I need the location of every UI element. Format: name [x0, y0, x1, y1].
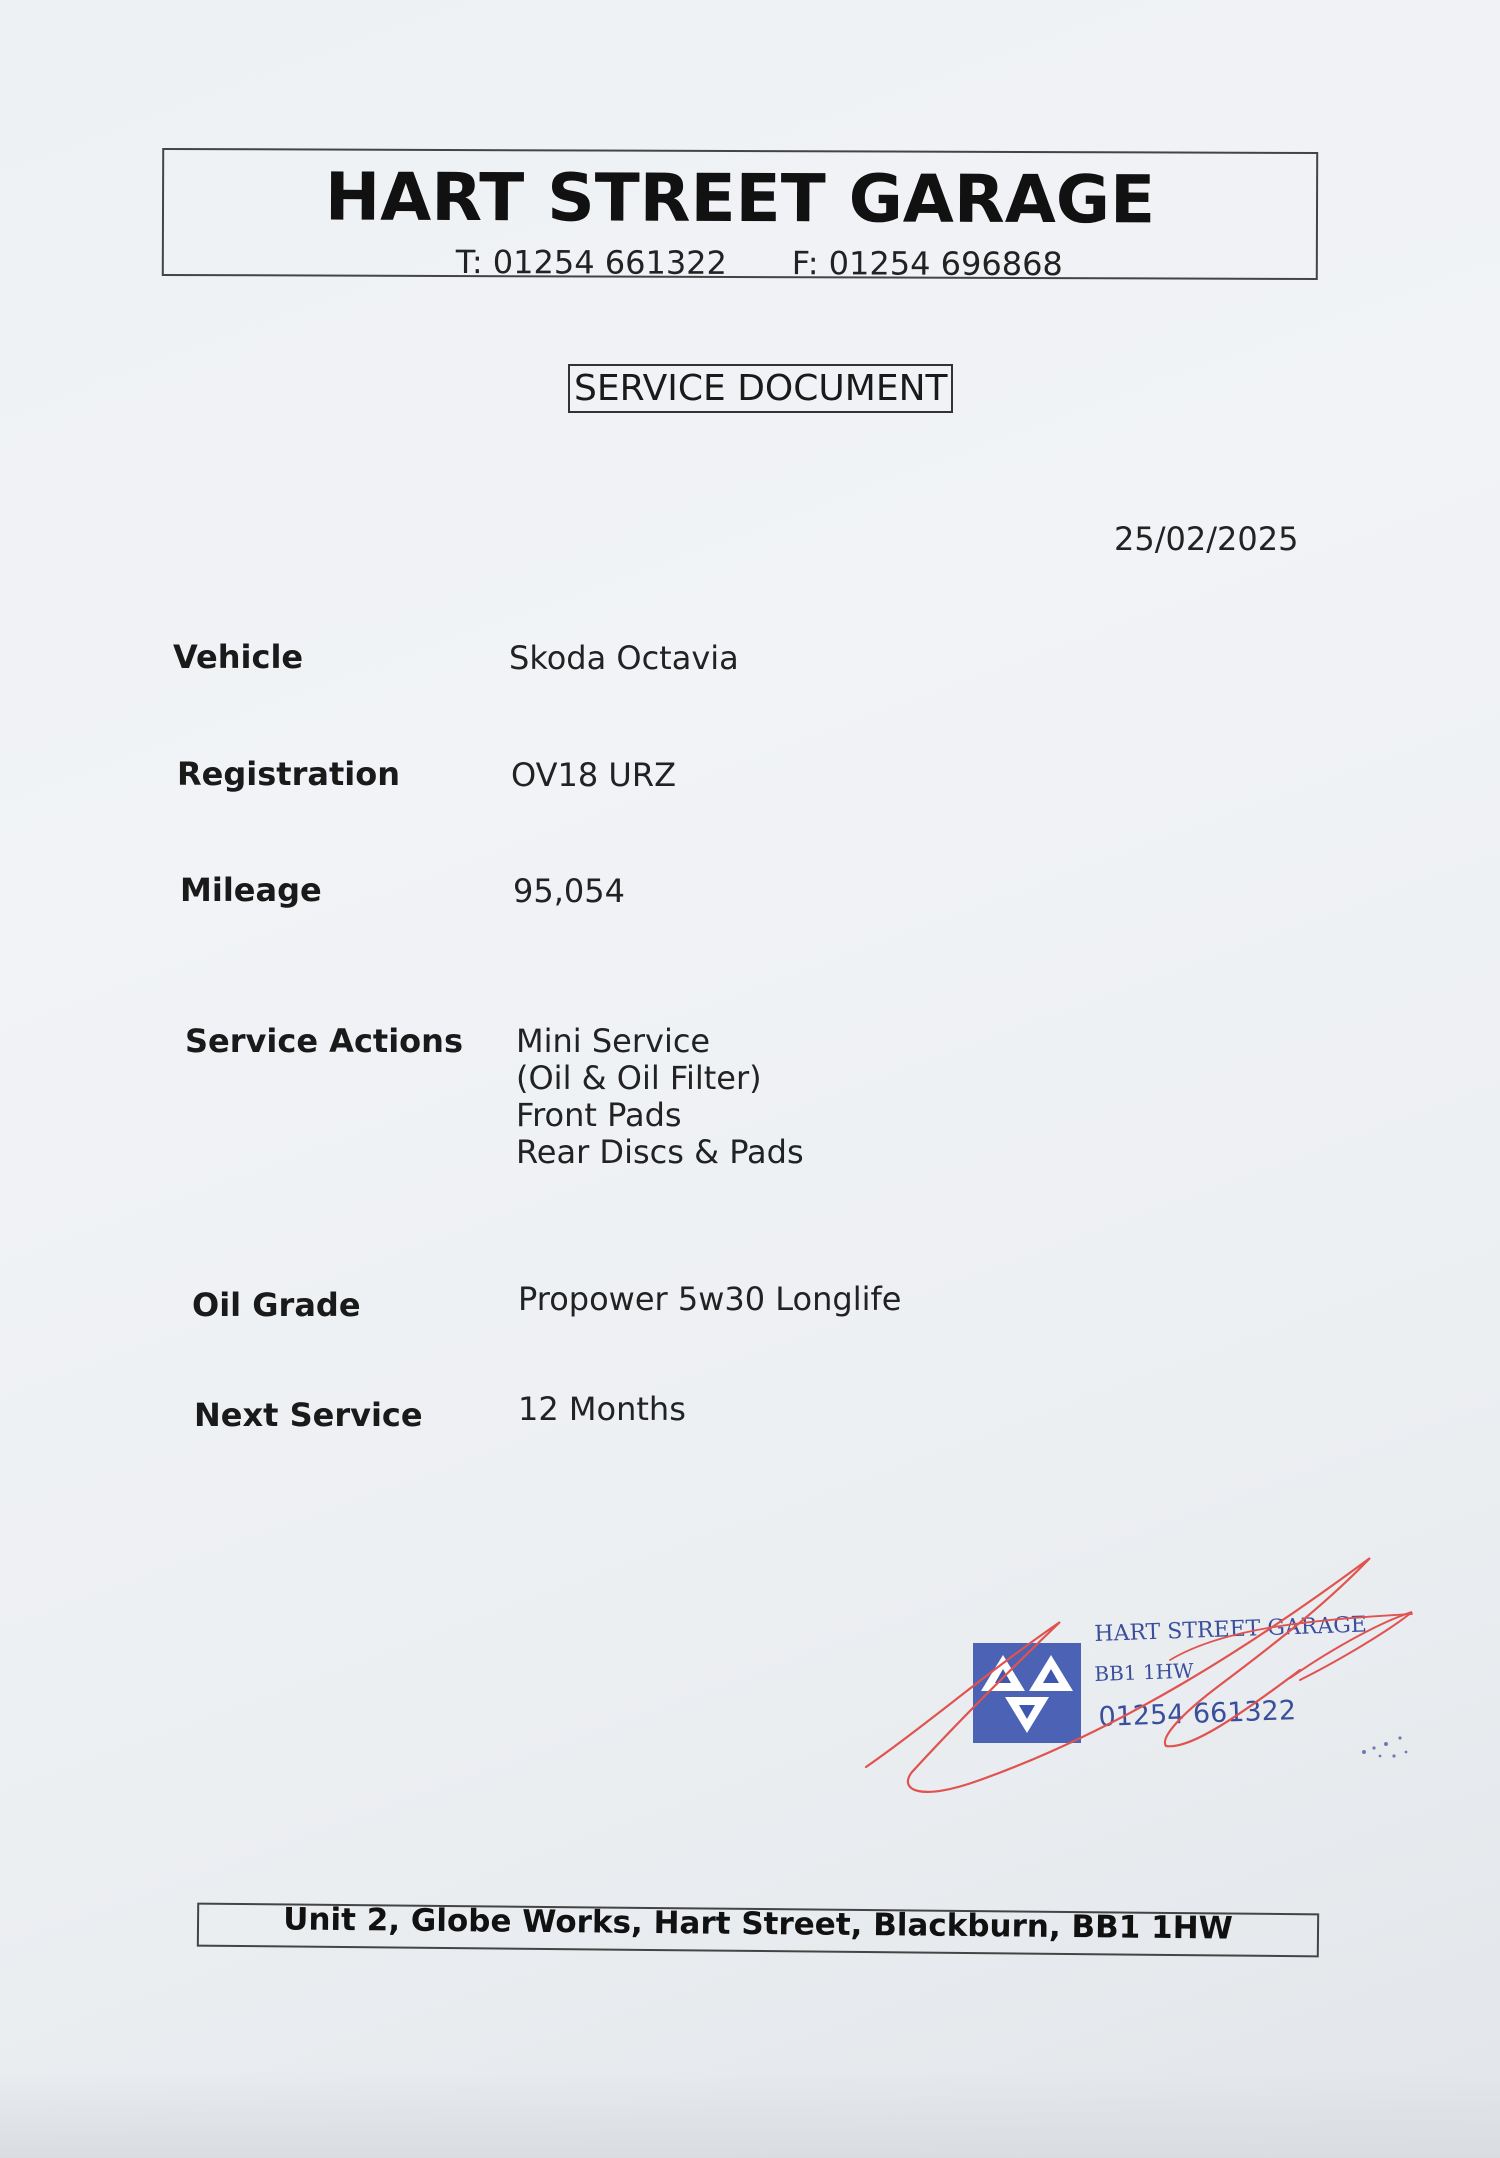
- stamp-postcode: BB1 1HW: [1094, 1658, 1194, 1686]
- service-action-item: (Oil & Oil Filter): [516, 1059, 762, 1097]
- registration-value: OV18 URZ: [511, 756, 676, 794]
- service-actions-list: [516, 1023, 804, 1171]
- stamp-phone: 01254 661322: [1098, 1695, 1297, 1733]
- stamp-garage-name: HART STREET GARAGE: [1094, 1612, 1368, 1647]
- mot-triangles-logo-icon: [973, 1643, 1081, 1743]
- garage-address: Unit 2, Globe Works, Hart Street, Blackburn, BB1 1HW: [283, 1901, 1234, 1947]
- garage-telephone: T: 01254 661322: [455, 243, 728, 282]
- garage-name: HART STREET GARAGE: [324, 158, 1156, 239]
- service-action-item: Rear Discs & Pads: [516, 1133, 804, 1171]
- vehicle-label: Vehicle: [173, 638, 304, 676]
- next-service-label: Next Service: [194, 1396, 423, 1434]
- service-action-item: Front Pads: [516, 1096, 682, 1134]
- letterhead-box: [162, 148, 1318, 284]
- garage-stamp: [860, 1510, 1420, 1810]
- service-action-item: Mini Service: [516, 1022, 711, 1060]
- mileage-value: 95,054: [513, 872, 625, 910]
- mileage-label: Mileage: [180, 871, 322, 909]
- garage-fax: F: 01254 696868: [791, 244, 1063, 284]
- document-title: SERVICE DOCUMENT: [568, 364, 953, 413]
- page-bottom-shadow: [0, 2070, 1500, 2158]
- service-actions-label: Service Actions: [185, 1022, 463, 1060]
- oil-grade-value: Propower 5w30 Longlife: [518, 1280, 902, 1318]
- vehicle-value: Skoda Octavia: [509, 639, 739, 677]
- document-date: 25/02/2025: [1114, 520, 1299, 558]
- registration-label: Registration: [177, 755, 400, 793]
- address-footer-box: [197, 1903, 1319, 1958]
- oil-grade-label: Oil Grade: [192, 1286, 361, 1324]
- next-service-value: 12 Months: [518, 1390, 686, 1428]
